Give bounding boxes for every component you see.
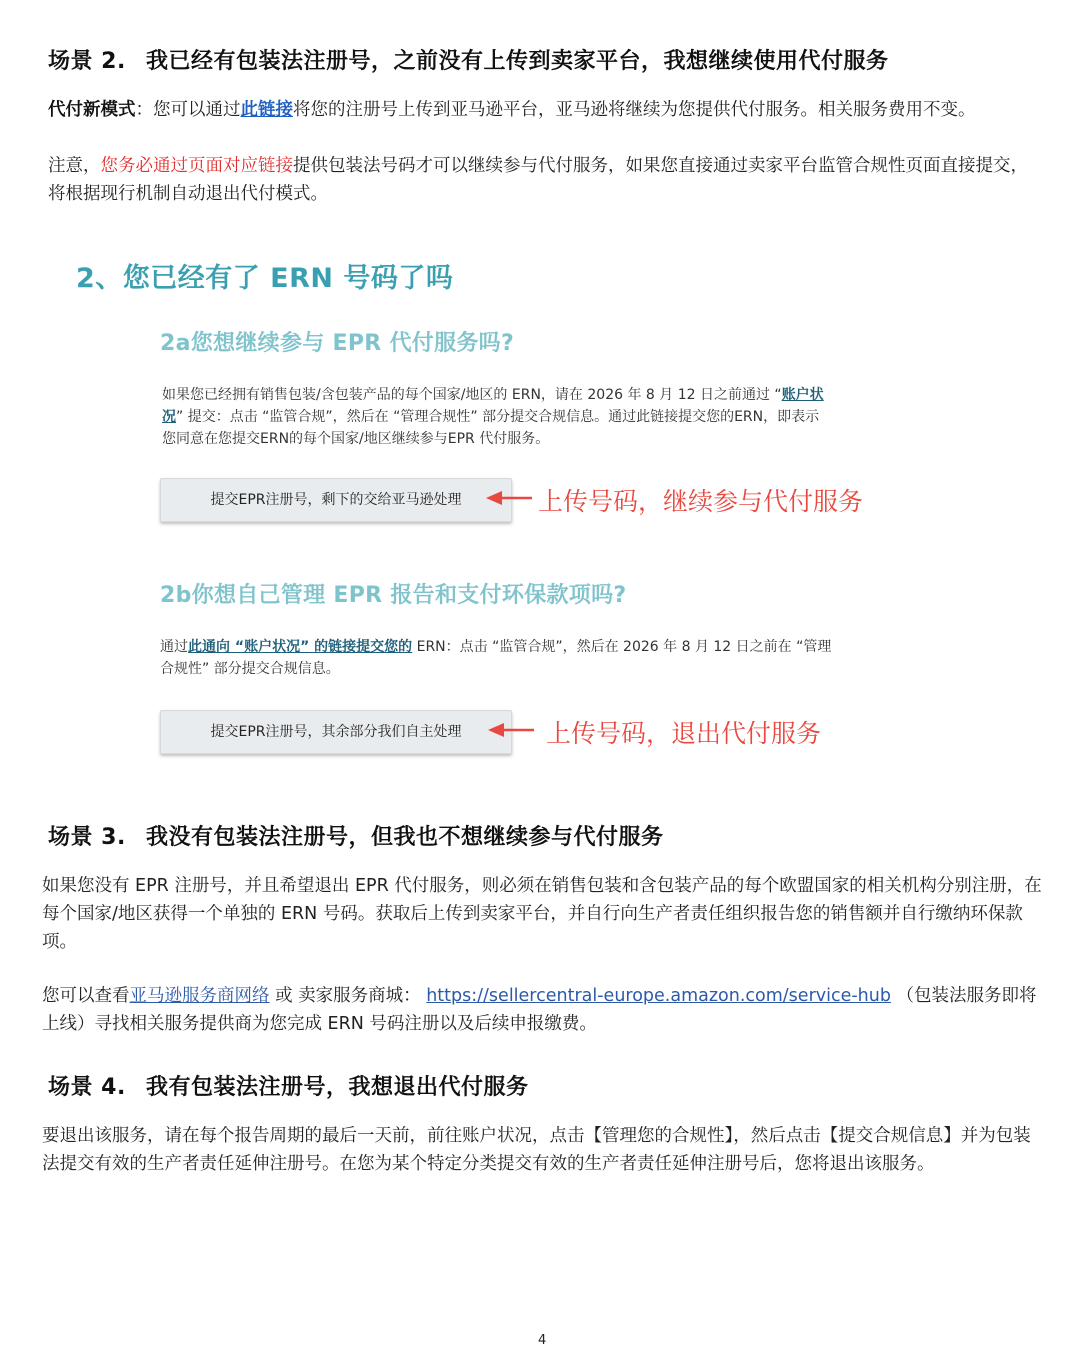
scene2-title: 我已经有包装法注册号，之前没有上传到卖家平台，我想继续使用代付服务 [146, 49, 889, 74]
scene2-note [48, 152, 1043, 208]
section-2b-text-b: ERN：点击 “监管合规”，然后在 2026 年 8 月 12 日之前在 “管理合规性” 部分提交合规信息。 [160, 639, 832, 677]
account-status-link-2b[interactable]: 此通向 “账户状况” 的链接提交您的 [188, 639, 413, 655]
arrow-left-icon [484, 486, 534, 510]
section-2b-text [160, 636, 832, 680]
scene3-paragraph: 如果您没有 EPR 注册号，并且希望退出 EPR 代付服务，则必须在销售包装和含包装产品的每个欧盟国家的相关机构分别注册，在每个国家/地区获得一个单独的 ERN 号码。获取后上传到卖家平台，并自行向生产者责任组织报告您的销售额并自行缴纳环保款项。 [42, 876, 1042, 952]
mode-label: 代付新模式 [48, 100, 136, 120]
note-prefix: 注意， [48, 156, 101, 176]
submit-epr-self-button[interactable]: 提交EPR注册号，其余部分我们自主处理 [160, 710, 512, 754]
section-2a-heading: 2a您想继续参与 EPR 代付服务吗? [160, 331, 515, 356]
section-2b-text-a: 通过 [160, 639, 188, 655]
ern-heading: 2、您已经有了 ERN 号码了吗 [76, 263, 454, 294]
scene4-number: 场景 4. [48, 1075, 126, 1100]
scene4-paragraph: 要退出该服务，请在每个报告周期的最后一天前，前往账户状况，点击【管理您的合规性】，然后点击【提交合规信息】并为包装法提交有效的生产者责任延伸注册号。在您为某个特定分类提交有效的生产者责任延伸注册号后，您将退出该服务。 [42, 1126, 1031, 1174]
scene3-p2-a: 您可以查看 [42, 986, 130, 1006]
annotation-continue: 上传号码，继续参与代付服务 [538, 487, 864, 516]
section-2a-text-b: ” 提交：点击 “监管合规”，然后在 “管理合规性” 部分提交合规信息。通过此链接提交您的ERN，即表示您同意在您提交ERN的每个国家/地区继续参与EPR 代付服务。 [162, 409, 820, 447]
arrow-left-icon [486, 718, 536, 742]
service-provider-network-link[interactable]: 亚马逊服务商网络 [129, 986, 270, 1006]
service-hub-link[interactable]: https://sellercentral-europe.amazon.com/service-hub [426, 986, 891, 1006]
scene4-title: 我有包装法注册号，我想退出代付服务 [146, 1075, 529, 1100]
scene3-title: 我没有包装法注册号，但我也不想继续参与代付服务 [146, 825, 664, 850]
submit-epr-amazon-button[interactable]: 提交EPR注册号，剩下的交给亚马逊处理 [160, 478, 512, 522]
scene2-paragraph [48, 96, 1043, 124]
note-highlight: 您务必通过页面对应链接 [100, 156, 293, 176]
scene3-p2-c: （包装法服务即将上线）寻找相关服务提供商为您完成 ERN 号码注册以及后续申报缴费。 [42, 986, 1037, 1034]
section-2b-heading: 2b你想自己管理 EPR 报告和支付环保款项吗? [160, 583, 627, 608]
scene3-heading [48, 820, 664, 851]
page-number: 4 [538, 1333, 547, 1348]
scene4-heading [48, 1070, 529, 1101]
scene3-number: 场景 3. [48, 825, 126, 850]
note-text: 提供包装法号码才可以继续参与代付服务，如果您直接通过卖家平台监管合规性页面直接提交，将根据现行机制自动退出代付模式。 [48, 156, 1028, 204]
scene2-heading [48, 44, 889, 75]
scene2-text: ：您可以通过 [135, 100, 241, 120]
account-status-link[interactable]: 账户状况 [162, 387, 824, 425]
scene3-paragraph-2 [42, 982, 1042, 1038]
section-2a-text-a: 如果您已经拥有销售包装/含包装产品的每个国家/地区的 ERN，请在 2026 年 8 月 12 日之前通过 “ [162, 387, 782, 403]
section-2a-text [162, 384, 824, 450]
scene3-p2-b: 或 卖家服务商城： [269, 986, 427, 1006]
scene2-link[interactable]: 此链接 [240, 100, 293, 120]
annotation-exit: 上传号码，退出代付服务 [546, 719, 822, 748]
scene2-number: 场景 2. [48, 49, 126, 74]
scene2-text-cont: 将您的注册号上传到亚马逊平台，亚马逊将继续为您提供代付服务。相关服务费用不变。 [293, 100, 976, 120]
